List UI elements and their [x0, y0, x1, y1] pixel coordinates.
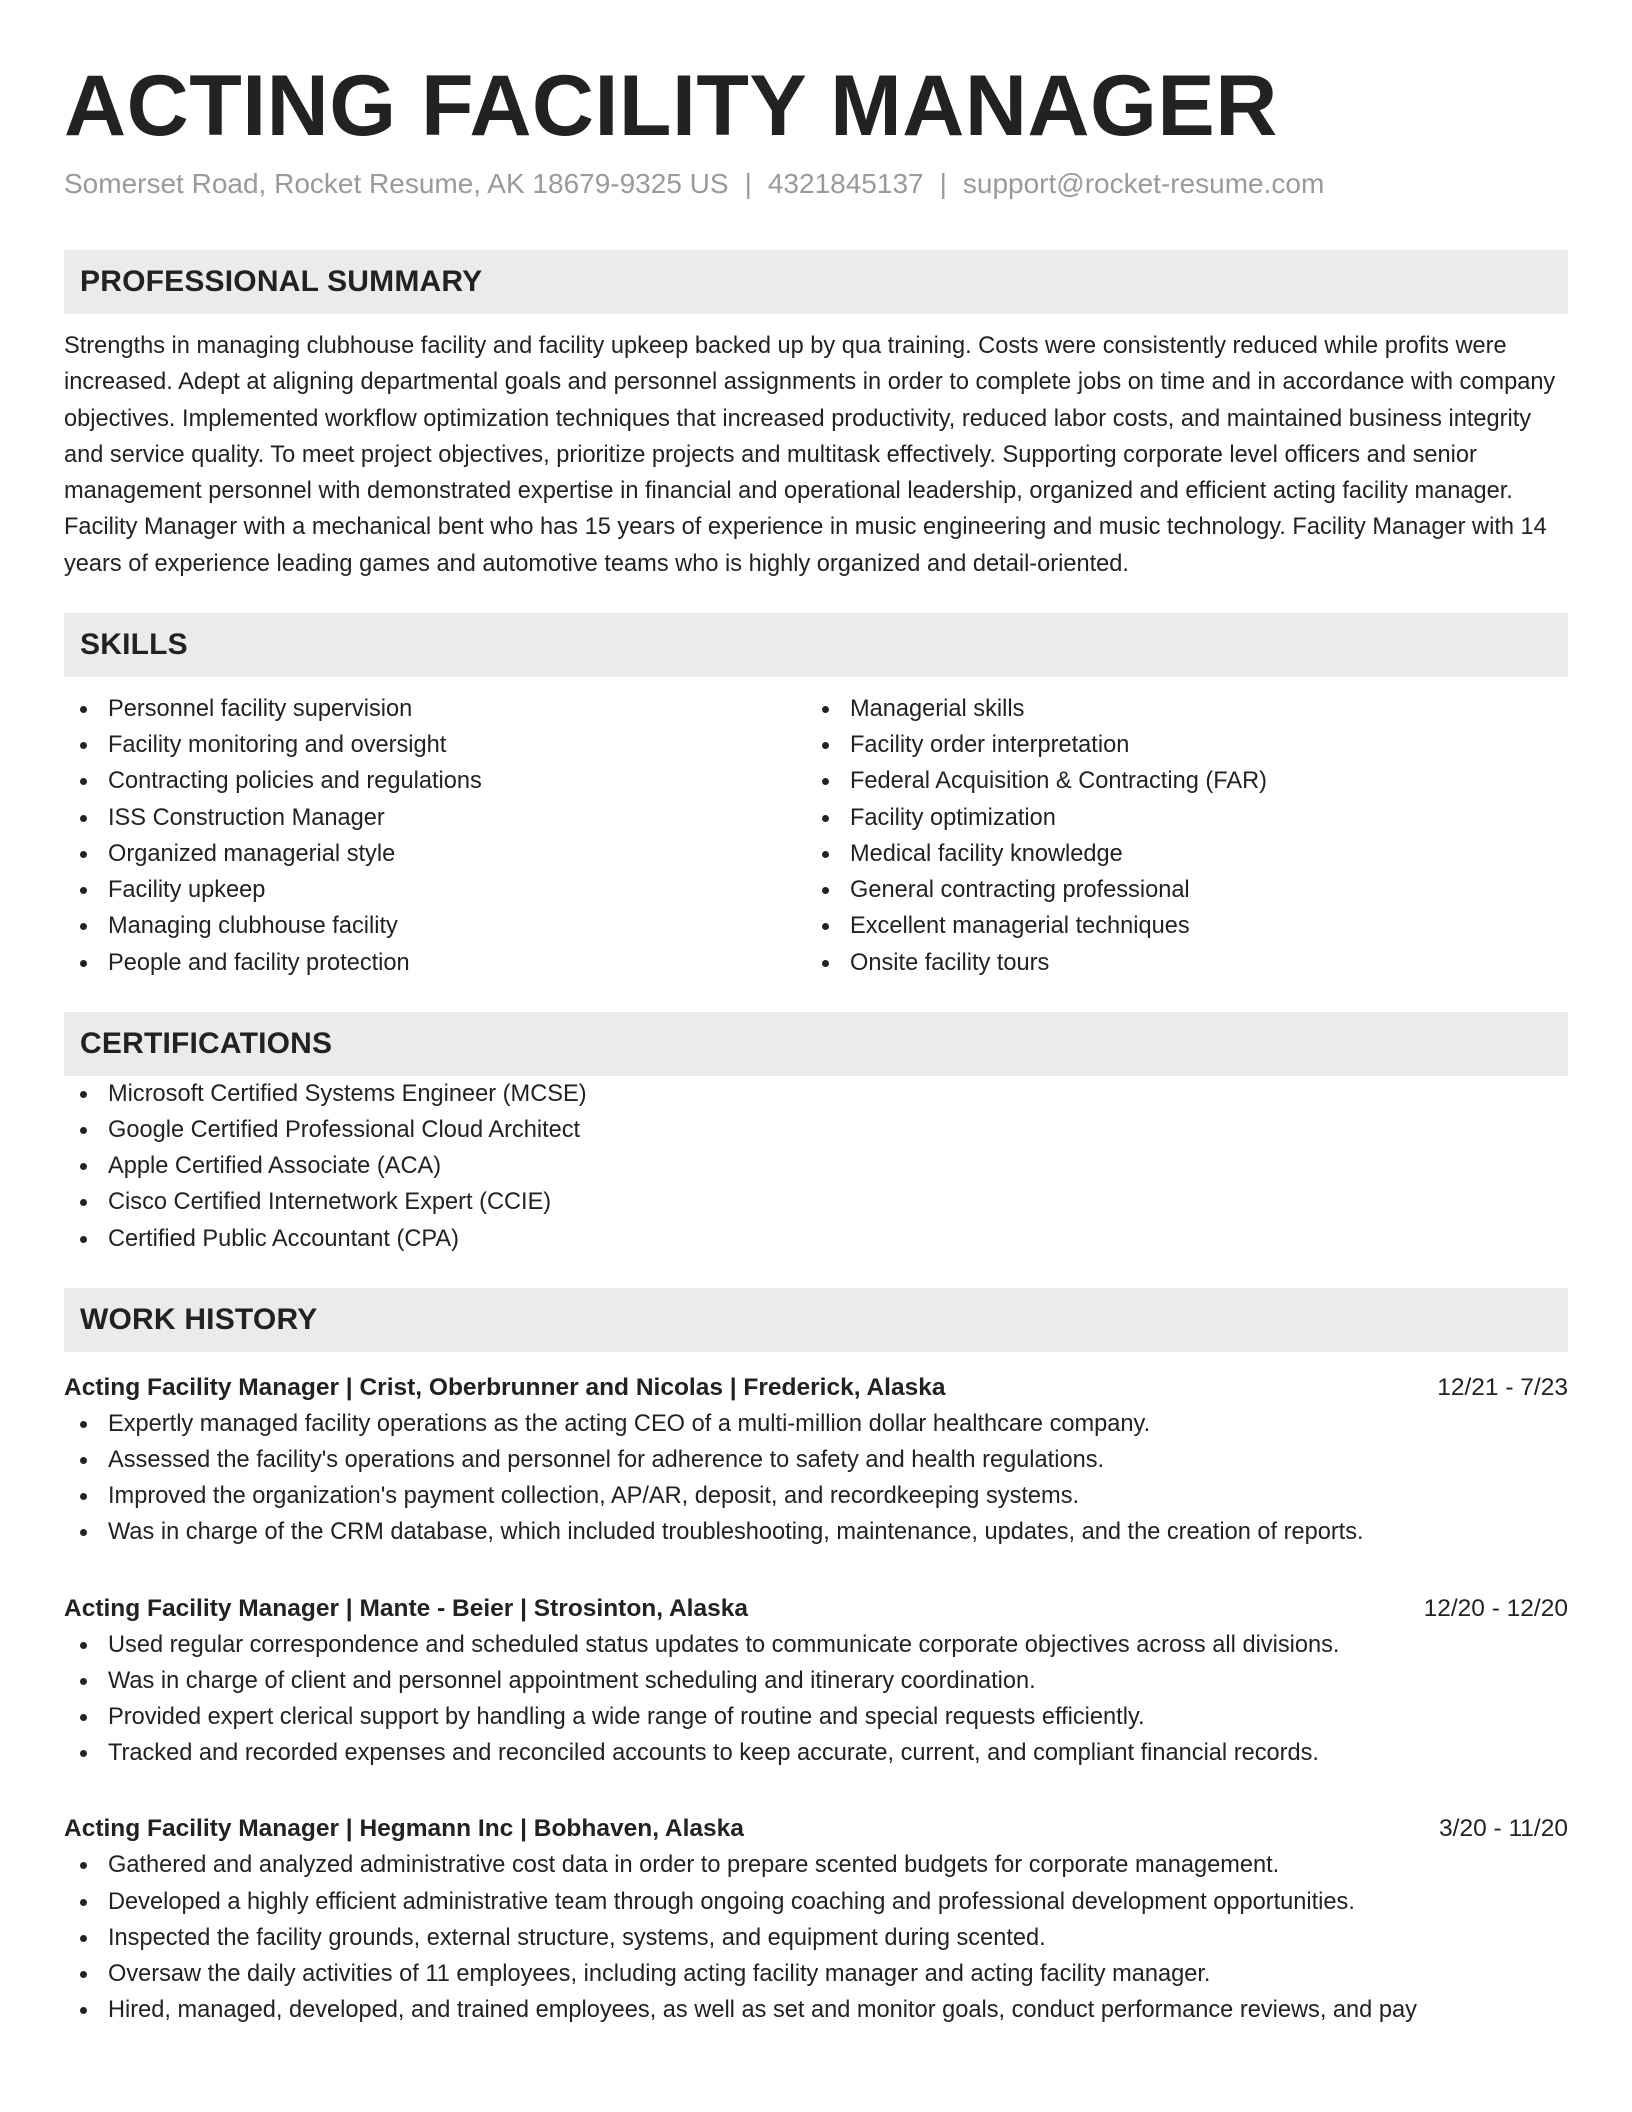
job-dates: 12/21 - 7/23	[1437, 1373, 1568, 1401]
job-bullet: Inspected the facility grounds, external structure, systems, and equipment during scented.	[64, 1920, 1568, 1956]
contact-separator: |	[939, 168, 947, 199]
skill-item: Managing clubhouse facility	[64, 908, 806, 944]
job-entry	[64, 1370, 1568, 1551]
job-title: Acting Facility Manager | Mante - Beier | Strosinton, Alaska	[64, 1594, 748, 1622]
contact-email: support@rocket-resume.com	[962, 168, 1325, 199]
skills-column-right	[806, 691, 1548, 981]
job-header	[64, 1811, 1568, 1847]
job-entry	[64, 1811, 1568, 2028]
job-bullet: Expertly managed facility operations as the acting CEO of a multi-million dollar healthcare company.	[64, 1406, 1568, 1442]
job-bullet: Gathered and analyzed administrative cost data in order to prepare scented budgets for corporate management.	[64, 1847, 1568, 1883]
skill-item: General contracting professional	[806, 872, 1548, 908]
job-bullet: Was in charge of the CRM database, which included troubleshooting, maintenance, updates, and the creation of reports.	[64, 1514, 1568, 1550]
job-bullet: Used regular correspondence and scheduled status updates to communicate corporate objectives across all divisions.	[64, 1627, 1568, 1663]
skill-item: Organized managerial style	[64, 836, 806, 872]
job-bullet: Assessed the facility's operations and personnel for adherence to safety and health regulations.	[64, 1442, 1568, 1478]
job-bullet: Oversaw the daily activities of 11 employees, including acting facility manager and acting facility manager.	[64, 1956, 1568, 1992]
job-bullet: Developed a highly efficient administrative team through ongoing coaching and professional development opportunities.	[64, 1884, 1568, 1920]
skill-item: Facility order interpretation	[806, 727, 1548, 763]
skill-item: Onsite facility tours	[806, 945, 1548, 981]
job-bullet: Tracked and recorded expenses and reconciled accounts to keep accurate, current, and compliant financial records.	[64, 1735, 1568, 1771]
skills-column-left	[64, 691, 806, 981]
contact-phone: 4321845137	[767, 168, 924, 199]
skill-item: Contracting policies and regulations	[64, 763, 806, 799]
skills-list	[64, 691, 1568, 981]
certification-item: Microsoft Certified Systems Engineer (MCSE)	[64, 1076, 1568, 1112]
job-entry	[64, 1591, 1568, 1772]
certifications-list	[64, 1076, 1568, 1257]
job-header	[64, 1591, 1568, 1627]
contact-line	[64, 166, 1568, 202]
certification-item: Google Certified Professional Cloud Architect	[64, 1112, 1568, 1148]
job-bullet: Was in charge of client and personnel appointment scheduling and itinerary coordination.	[64, 1663, 1568, 1699]
work-history-heading: WORK HISTORY	[64, 1288, 1568, 1352]
skill-item: Managerial skills	[806, 691, 1548, 727]
skill-item: Personnel facility supervision	[64, 691, 806, 727]
contact-address: Somerset Road, Rocket Resume, AK 18679-9325 US	[64, 168, 729, 199]
skill-item: People and facility protection	[64, 945, 806, 981]
job-dates: 12/20 - 12/20	[1423, 1594, 1568, 1622]
skill-item: Federal Acquisition & Contracting (FAR)	[806, 763, 1548, 799]
skill-item: Facility optimization	[806, 800, 1548, 836]
job-title: Acting Facility Manager | Hegmann Inc | Bobhaven, Alaska	[64, 1815, 744, 1843]
certification-item: Apple Certified Associate (ACA)	[64, 1148, 1568, 1184]
candidate-name: ACTING FACILITY MANAGER	[64, 58, 1278, 154]
certification-item: Certified Public Accountant (CPA)	[64, 1221, 1568, 1257]
job-bullet: Hired, managed, developed, and trained employees, as well as set and monitor goals, conduct performance reviews, and pay	[64, 1992, 1568, 2028]
certifications-heading: CERTIFICATIONS	[64, 1012, 1568, 1076]
skill-item: Facility monitoring and oversight	[64, 727, 806, 763]
skill-item: Excellent managerial techniques	[806, 908, 1548, 944]
skill-item: ISS Construction Manager	[64, 800, 806, 836]
summary-heading: PROFESSIONAL SUMMARY	[64, 250, 1568, 314]
job-bullet: Improved the organization's payment collection, AP/AR, deposit, and recordkeeping systems.	[64, 1478, 1568, 1514]
certification-item: Cisco Certified Internetwork Expert (CCIE)	[64, 1184, 1568, 1220]
skill-item: Facility upkeep	[64, 872, 806, 908]
job-bullet: Provided expert clerical support by handling a wide range of routine and special requests efficiently.	[64, 1699, 1568, 1735]
job-dates: 3/20 - 11/20	[1439, 1815, 1568, 1843]
summary-text: Strengths in managing clubhouse facility and facility upkeep backed up by qua training. Costs were consistently reduced while profits were increased. Adept at aligning departmental goals and personnel assignments in order to complete jobs on time and in accordance with company objectives. Implemented workflow optimization techniques that increased productivity, reduced labor costs, and maintained business integrity and service quality. To meet project objectives, prioritize projects and multitask effectively. Supporting corporate level officers and senior management personnel with demonstrated expertise in financial and operational leadership, organized and efficient acting facility manager. Facility Manager with a mechanical bent who has 15 years of experience in music engineering and music technology. Facility Manager with 14 years of experience leading games and automotive teams who is highly organized and detail-oriented.	[64, 333, 1556, 577]
job-bullets	[64, 1406, 1568, 1551]
contact-separator: |	[744, 168, 752, 199]
skills-heading: SKILLS	[64, 613, 1568, 677]
skill-item: Medical facility knowledge	[806, 836, 1548, 872]
job-title: Acting Facility Manager | Crist, Oberbrunner and Nicolas | Frederick, Alaska	[64, 1373, 946, 1401]
job-header	[64, 1370, 1568, 1406]
job-bullets	[64, 1627, 1568, 1772]
job-bullets	[64, 1847, 1568, 2028]
